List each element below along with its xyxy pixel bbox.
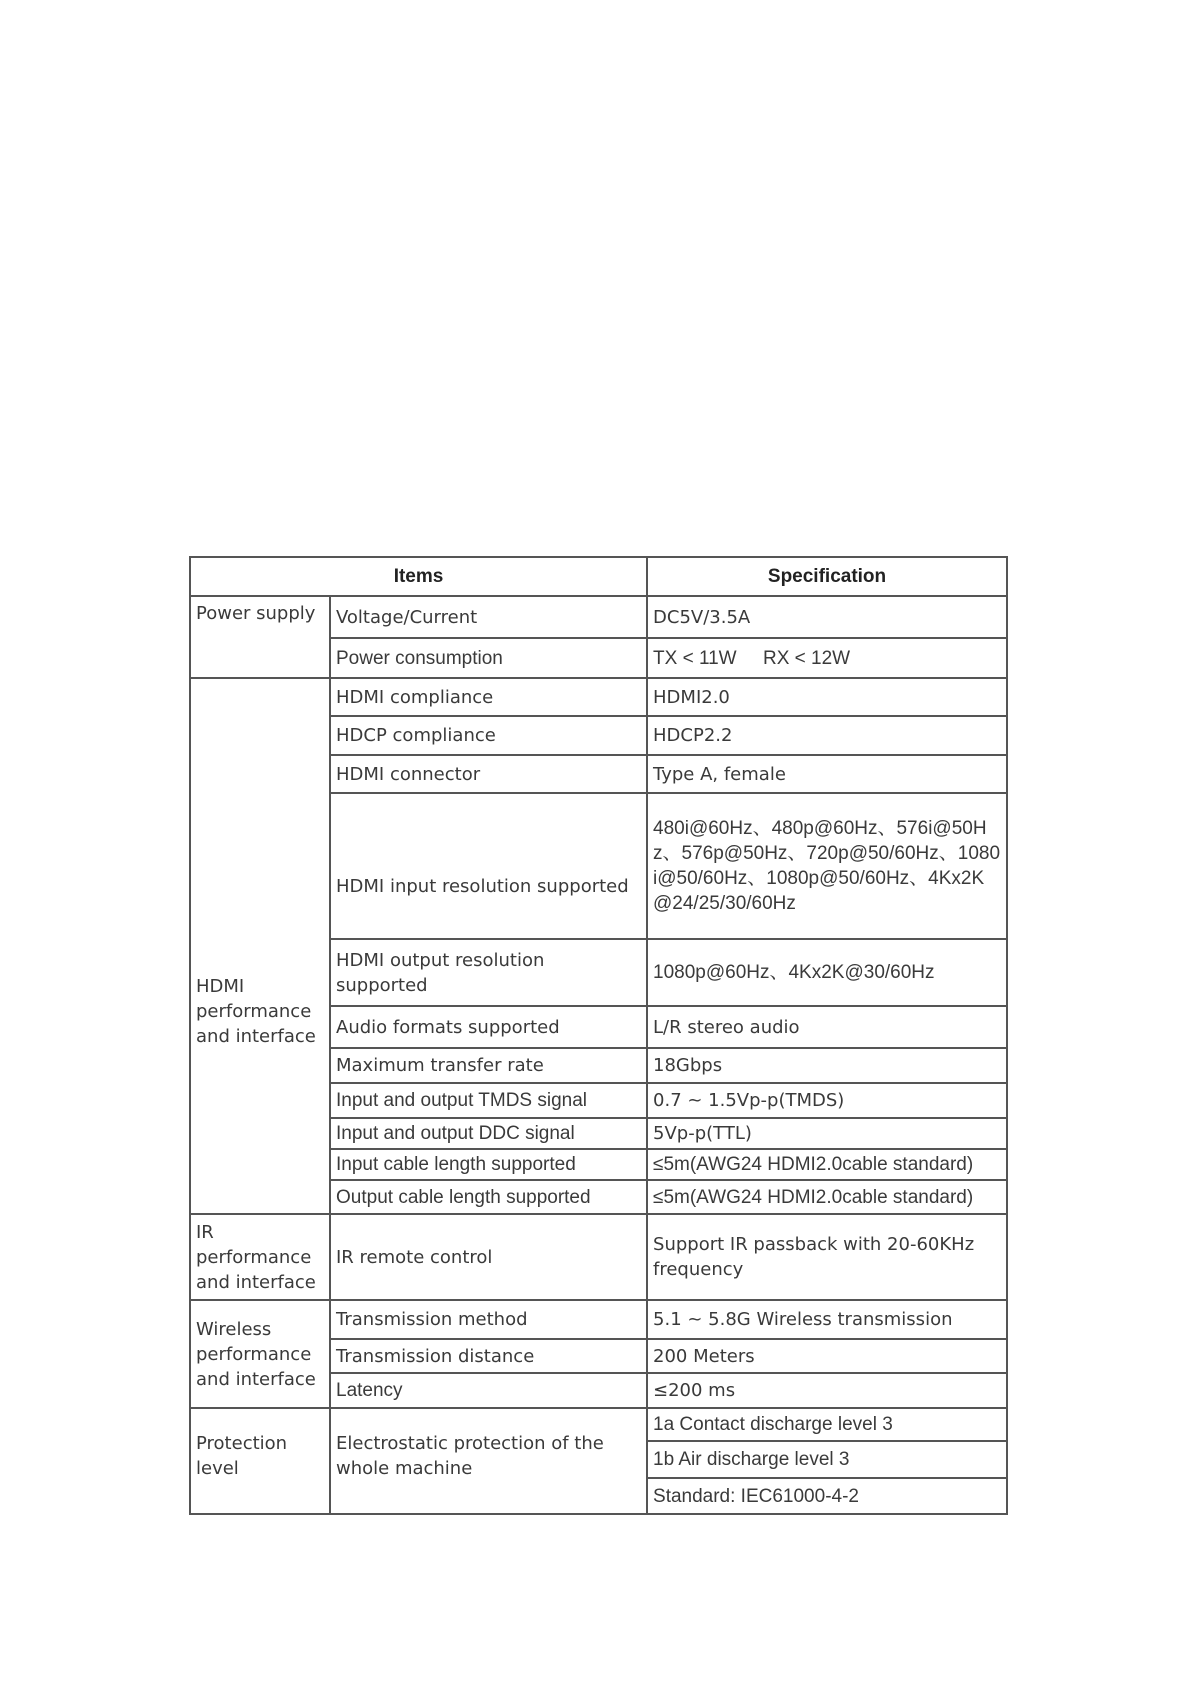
spec-cell: L/R stereo audio <box>647 1006 1007 1048</box>
item-cell: IR remote control <box>330 1214 647 1300</box>
item-cell: Transmission distance <box>330 1339 647 1373</box>
item-cell: Input and output TMDS signal <box>330 1083 647 1118</box>
group-protection: Protection level <box>190 1408 330 1514</box>
item-cell: Electrostatic protection of the whole machine <box>330 1408 647 1514</box>
item-cell: Maximum transfer rate <box>330 1048 647 1083</box>
table-row <box>190 1408 1007 1441</box>
spec-cell: 1a Contact discharge level 3 <box>647 1408 1007 1441</box>
item-cell: HDCP compliance <box>330 716 647 755</box>
header-row <box>190 557 1007 596</box>
item-cell: Power consumption <box>330 638 647 678</box>
spec-cell: 5Vp-p(TTL) <box>647 1118 1007 1149</box>
spec-table <box>189 556 1008 1515</box>
specification-header: Specification <box>647 557 1007 596</box>
spec-cell: HDMI2.0 <box>647 678 1007 716</box>
item-cell: Transmission method <box>330 1300 647 1339</box>
spec-cell: 1080p@60Hz、4Kx2K@30/60Hz <box>647 939 1007 1006</box>
spec-cell: DC5V/3.5A <box>647 596 1007 638</box>
spec-cell: ≤200 ms <box>647 1373 1007 1408</box>
spec-cell: 18Gbps <box>647 1048 1007 1083</box>
spec-cell: Support IR passback with 20-60KHz frequency <box>647 1214 1007 1300</box>
spec-cell: Standard: IEC61000-4-2 <box>647 1478 1007 1514</box>
table-row <box>190 1214 1007 1300</box>
spec-cell: 200 Meters <box>647 1339 1007 1373</box>
spec-cell: ≤5m(AWG24 HDMI2.0cable standard) <box>647 1149 1007 1180</box>
spec-cell: TX < 11W RX < 12W <box>647 638 1007 678</box>
spec-cell: ≤5m(AWG24 HDMI2.0cable standard) <box>647 1180 1007 1214</box>
spec-cell: 5.1 ~ 5.8G Wireless transmission <box>647 1300 1007 1339</box>
spec-cell: Type A, female <box>647 755 1007 793</box>
item-cell: HDMI input resolution supported <box>330 793 647 939</box>
item-cell: HDMI connector <box>330 755 647 793</box>
item-cell: HDMI output resolution supported <box>330 939 647 1006</box>
spec-cell: 1b Air discharge level 3 <box>647 1441 1007 1478</box>
item-cell: Input and output DDC signal <box>330 1118 647 1149</box>
group-hdmi: HDMI performance and interface <box>190 678 330 1214</box>
item-cell: Output cable length supported <box>330 1180 647 1214</box>
group-wireless: Wireless performance and interface <box>190 1300 330 1408</box>
item-cell: Audio formats supported <box>330 1006 647 1048</box>
spec-cell: HDCP2.2 <box>647 716 1007 755</box>
item-cell: Latency <box>330 1373 647 1408</box>
group-ir: IR performance and interface <box>190 1214 330 1300</box>
item-cell: HDMI compliance <box>330 678 647 716</box>
table-row <box>190 1300 1007 1339</box>
item-cell: Voltage/Current <box>330 596 647 638</box>
table-row <box>190 596 1007 638</box>
item-cell: Input cable length supported <box>330 1149 647 1180</box>
items-header: Items <box>190 557 647 596</box>
group-power: Power supply <box>190 596 330 678</box>
spec-cell: 480i@60Hz、480p@60Hz、576i@50Hz、576p@50Hz、720p@50/60Hz、1080i@50/60Hz、1080p@50/60Hz、4Kx2K@24/25/30/60Hz <box>647 793 1007 939</box>
spec-cell: 0.7 ~ 1.5Vp-p(TMDS) <box>647 1083 1007 1118</box>
table-row <box>190 678 1007 716</box>
